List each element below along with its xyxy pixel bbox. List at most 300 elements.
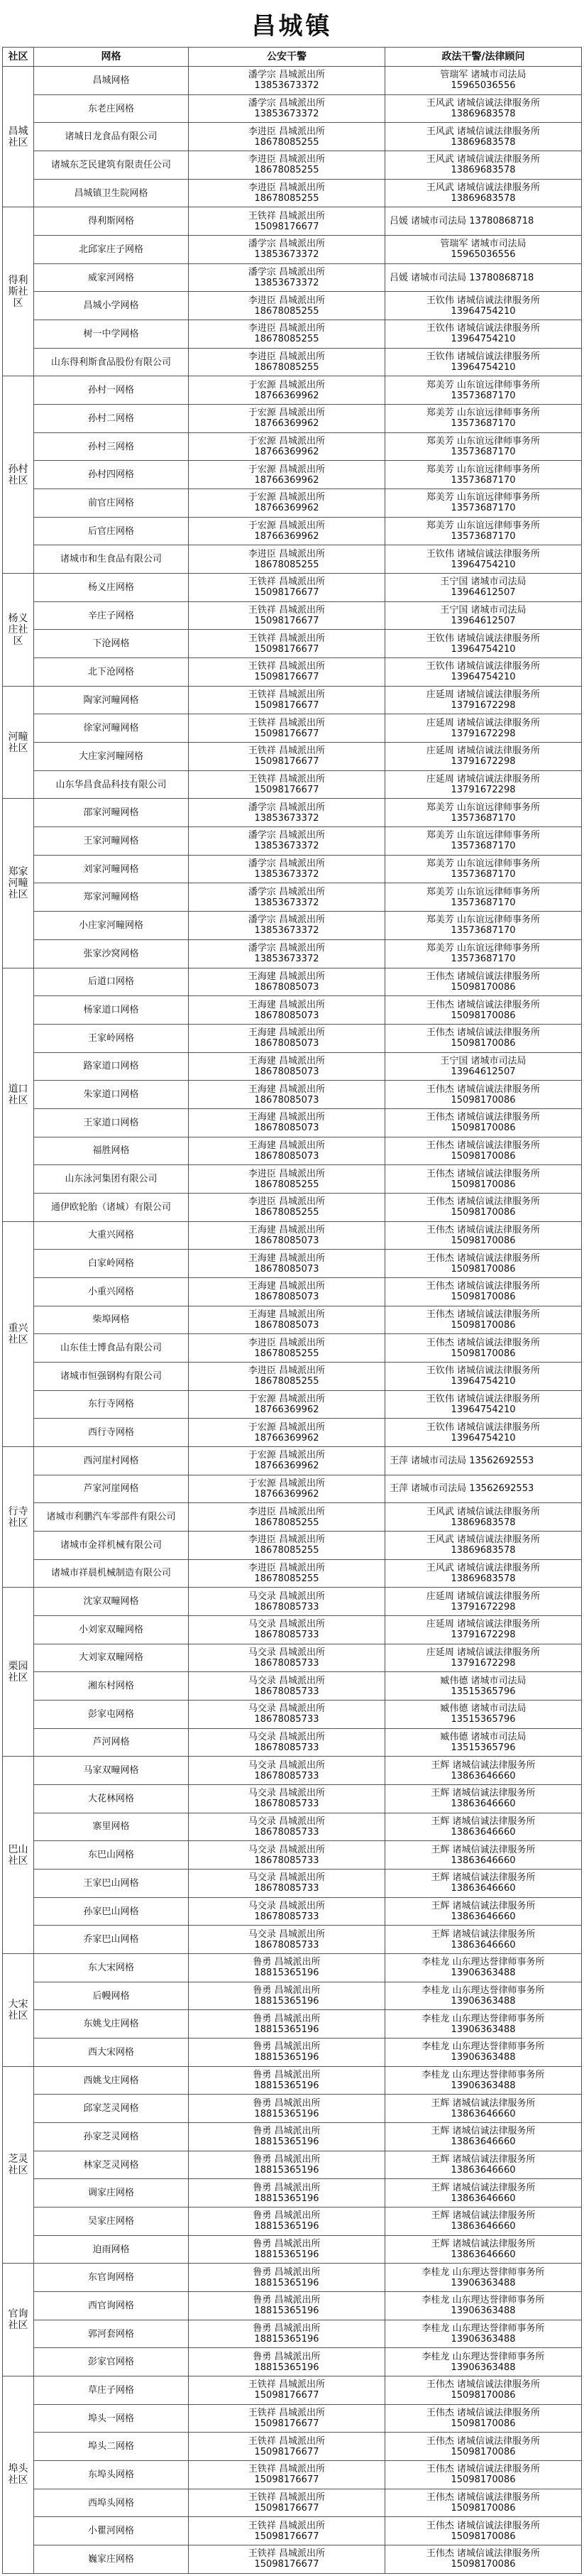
grid-name-cell: 西埠头网格	[34, 2489, 189, 2517]
police-officer-cell-line: 鲁勇 昌城派出所	[253, 2266, 321, 2278]
grid-name-cell: 大刘家双疃网格	[34, 1644, 189, 1672]
table-row	[3, 2095, 582, 2123]
grid-name-cell: 林家芝灵网格	[34, 2151, 189, 2179]
police-officer-cell-line: 王海建 昌城派出所	[248, 1252, 326, 1264]
grid-name-cell: 诸城东芝民建筑有限责任公司	[34, 151, 189, 180]
grid-name-cell: 小瞿河网格	[34, 2517, 189, 2545]
police-officer-cell	[189, 1137, 385, 1165]
table-row	[3, 968, 582, 996]
police-officer-cell-line: 于宏源 昌城派出所	[248, 520, 326, 532]
community-cell: 孙村社区	[3, 376, 34, 574]
legal-advisor-cell-line: 13964754210	[451, 672, 516, 683]
legal-advisor-cell	[385, 1672, 582, 1701]
legal-advisor-cell-line: 13863646660	[451, 1911, 516, 1922]
police-officer-cell-line: 18678085733	[254, 1601, 319, 1612]
legal-advisor-cell-line: 15098170086	[451, 1207, 516, 1218]
police-officer-cell-line: 18678085073	[254, 1292, 319, 1303]
police-officer-cell-line: 鲁勇 昌城派出所	[253, 2041, 321, 2053]
legal-advisor-cell	[385, 1250, 582, 1278]
legal-advisor-cell-line: 王伟杰 诸城信诚法律服务所	[426, 1168, 541, 1179]
grid-name-cell: 树一中学网格	[34, 320, 189, 349]
police-officer-cell-line: 王铁祥 昌城派出所	[248, 2548, 326, 2560]
legal-advisor-cell	[385, 827, 582, 856]
legal-advisor-cell	[385, 2545, 582, 2574]
police-officer-cell-line: 鲁勇 昌城派出所	[253, 1985, 321, 1997]
legal-advisor-cell-line: 李桂龙 山东理达誉律师事务所	[422, 2323, 545, 2335]
legal-advisor-cell-line: 13964754210	[451, 1376, 516, 1387]
police-officer-cell-line: 于宏源 昌城派出所	[248, 436, 326, 447]
grid-name-cell: 大花林网格	[34, 1784, 189, 1813]
legal-advisor-cell-line: 王风武 诸城信诚法律服务所	[426, 182, 541, 194]
police-officer-cell-line: 18678085255	[254, 334, 319, 345]
legal-advisor-cell-line: 王伟杰 诸城信诚法律服务所	[426, 1309, 541, 1320]
police-officer-cell-line: 于宏源 昌城派出所	[248, 464, 326, 475]
police-officer-cell-line: 王铁祥 昌城派出所	[248, 2464, 326, 2475]
legal-advisor-cell-line: 13869683578	[451, 1517, 516, 1528]
police-officer-cell-line: 18678085073	[254, 1235, 319, 1246]
police-officer-cell	[189, 2376, 385, 2405]
table-row	[3, 320, 582, 349]
legal-advisor-cell	[385, 1813, 582, 1841]
police-officer-cell-line: 李进臣 昌城派出所	[248, 548, 326, 560]
grid-name-cell: 大重兴网格	[34, 1221, 189, 1250]
police-officer-cell-line: 王铁祥 昌城派出所	[248, 2379, 326, 2391]
police-officer-cell-line: 18678085255	[254, 1207, 319, 1218]
police-officer-cell	[189, 2404, 385, 2433]
legal-advisor-cell-line: 13573687170	[451, 897, 516, 908]
police-officer-cell-line: 18678085733	[254, 1939, 319, 1950]
police-officer-cell-line: 15098176677	[254, 756, 319, 768]
legal-advisor-cell	[385, 151, 582, 180]
table-row	[3, 658, 582, 687]
legal-advisor-cell	[385, 1870, 582, 1898]
grid-name-cell: 孙家巴山网格	[34, 1897, 189, 1926]
legal-advisor-cell-line: 王宁国 诸城市司法局	[440, 577, 527, 588]
police-officer-cell	[189, 1193, 385, 1221]
table-row	[3, 94, 582, 123]
table-row	[3, 151, 582, 180]
legal-advisor-cell-line: 郑美芳 山东谊远律师事务所	[426, 858, 541, 870]
legal-advisor-cell	[385, 1306, 582, 1334]
police-officer-cell	[189, 2179, 385, 2207]
table-row	[3, 517, 582, 545]
legal-advisor-cell-line: 王风武 诸城信诚法律服务所	[426, 1506, 541, 1517]
police-officer-cell-line: 马交录 昌城派出所	[248, 1844, 326, 1855]
legal-advisor-cell-line: 王伟杰 诸城信诚法律服务所	[426, 1084, 541, 1095]
legal-advisor-cell	[385, 799, 582, 827]
grid-name-cell: 东行寺网格	[34, 1390, 189, 1419]
police-officer-cell-line: 鲁勇 昌城派出所	[253, 2239, 321, 2250]
police-officer-cell	[189, 2207, 385, 2236]
legal-advisor-cell	[385, 2123, 582, 2151]
legal-advisor-cell-line: 13964754210	[451, 305, 516, 317]
legal-advisor-cell-line: 15965036556	[451, 249, 516, 261]
table-row	[3, 1559, 582, 1588]
legal-advisor-cell-line: 王钦伟 诸城信诚法律服务所	[426, 351, 541, 363]
police-officer-cell	[189, 1559, 385, 1588]
table-row	[3, 714, 582, 743]
police-officer-cell-line: 鲁勇 昌城派出所	[253, 2126, 321, 2137]
grid-name-cell: 巍家庄网格	[34, 2545, 189, 2574]
legal-advisor-cell-line: 13869683578	[451, 193, 516, 204]
grid-name-cell: 前官庄网格	[34, 489, 189, 518]
police-officer-cell	[189, 1757, 385, 1785]
table-row	[3, 1446, 582, 1475]
police-officer-cell	[189, 1615, 385, 1644]
grid-name-cell: 杨义庄网格	[34, 574, 189, 602]
legal-advisor-cell-line: 13863646660	[451, 2136, 516, 2148]
legal-advisor-cell-line: 王伟杰 诸城信诚法律服务所	[426, 1281, 541, 1292]
police-officer-cell-line: 王铁祥 昌城派出所	[248, 689, 326, 701]
legal-advisor-cell-line: 13906363488	[451, 2362, 516, 2373]
community-cell: 大宋社区	[3, 1954, 34, 2067]
grid-name-cell: 福胜网格	[34, 1137, 189, 1165]
police-officer-cell-line: 15098176677	[254, 587, 319, 599]
police-officer-cell-line: 18678085255	[254, 1573, 319, 1584]
legal-advisor-cell	[385, 968, 582, 996]
police-officer-cell-line: 18815365196	[254, 2362, 319, 2373]
police-officer-cell	[189, 348, 385, 376]
police-officer-cell	[189, 1784, 385, 1813]
table-row	[3, 1982, 582, 2010]
police-officer-cell-line: 18815365196	[254, 2136, 319, 2148]
community-cell: 行寺社区	[3, 1446, 34, 1587]
table-row	[3, 1165, 582, 1194]
legal-advisor-cell	[385, 630, 582, 658]
legal-advisor-cell-line: 王伟杰 诸城信诚法律服务所	[426, 1112, 541, 1123]
police-officer-cell-line: 18766369962	[254, 1404, 319, 1415]
legal-advisor-cell	[385, 1165, 582, 1194]
police-officer-cell	[189, 1897, 385, 1926]
legal-advisor-cell	[385, 2151, 582, 2179]
legal-advisor-cell-line: 13863646660	[451, 2193, 516, 2204]
police-officer-cell-line: 18815365196	[254, 2108, 319, 2119]
legal-advisor-cell-line: 王伟杰 诸城信诚法律服务所	[426, 2492, 541, 2504]
legal-advisor-cell-line: 13791672298	[451, 756, 516, 768]
police-officer-cell-line: 李进臣 昌城派出所	[248, 295, 326, 306]
table-row	[3, 1926, 582, 1954]
table-row	[3, 2404, 582, 2433]
community-cell: 郑家河疃社区	[3, 799, 34, 968]
police-officer-cell	[189, 1644, 385, 1672]
police-officer-cell-line: 李进臣 昌城派出所	[248, 1196, 326, 1208]
police-officer-cell	[189, 630, 385, 658]
table-row	[3, 1615, 582, 1644]
police-officer-cell-line: 于宏源 昌城派出所	[248, 408, 326, 419]
grid-name-cell: 通伊欧轮胎（诸城）有限公司	[34, 1193, 189, 1221]
police-officer-cell-line: 潘学宗 昌城派出所	[248, 239, 326, 250]
legal-advisor-cell-line: 王伟杰 诸城信诚法律服务所	[426, 1224, 541, 1235]
police-officer-cell-line: 18678085255	[254, 1179, 319, 1190]
grid-name-cell: 陶家河疃网格	[34, 686, 189, 714]
police-officer-cell-line: 18678085255	[254, 362, 319, 373]
police-officer-cell-line: 王海建 昌城派出所	[248, 1055, 326, 1066]
police-officer-cell-line: 李进臣 昌城派出所	[248, 1365, 326, 1377]
legal-advisor-cell-line: 13964754210	[451, 334, 516, 345]
legal-advisor-cell-line: 13906363488	[451, 2334, 516, 2345]
police-officer-cell-line: 13853673372	[254, 80, 319, 92]
police-officer-cell-line: 马交录 昌城派出所	[248, 1590, 326, 1602]
police-officer-cell	[189, 405, 385, 433]
table-row	[3, 2151, 582, 2179]
police-officer-cell-line: 15098176677	[254, 2474, 319, 2486]
police-officer-cell	[189, 1982, 385, 2010]
police-officer-cell	[189, 1334, 385, 1363]
police-officer-cell-line: 18678085733	[254, 1630, 319, 1641]
legal-advisor-cell-line: 13863646660	[451, 1770, 516, 1781]
police-officer-cell	[189, 376, 385, 405]
legal-advisor-cell-line: 郑美芳 山东谊远律师事务所	[426, 464, 541, 475]
legal-advisor-cell-line: 王钦伟 诸城信诚法律服务所	[426, 1365, 541, 1377]
grid-name-cell: 诸城日龙食品有限公司	[34, 123, 189, 151]
legal-advisor-cell-line: 13863646660	[451, 1855, 516, 1866]
table-body	[3, 67, 582, 2574]
police-officer-cell-line: 15098176677	[254, 2418, 319, 2430]
police-officer-cell	[189, 799, 385, 827]
police-officer-cell-line: 鲁勇 昌城派出所	[253, 2210, 321, 2222]
legal-advisor-cell-line: 王辉 诸城信诚法律服务所	[431, 2154, 536, 2166]
police-officer-cell	[189, 1052, 385, 1081]
police-officer-cell-line: 马交录 昌城派出所	[248, 1759, 326, 1771]
legal-advisor-cell-line: 王伟杰 诸城信诚法律服务所	[426, 1196, 541, 1208]
police-officer-cell	[189, 545, 385, 574]
grid-name-cell: 大庄家河疃网格	[34, 743, 189, 771]
grid-name-cell: 山东华昌食品科技有限公司	[34, 770, 189, 799]
legal-advisor-cell	[385, 545, 582, 574]
legal-advisor-cell-line: 13863646660	[451, 2221, 516, 2232]
police-officer-cell	[189, 292, 385, 320]
police-officer-cell-line: 王铁祥 昌城派出所	[248, 633, 326, 644]
header-police: 公安干警	[189, 48, 385, 67]
grid-name-cell: 山东佳士博食品有限公司	[34, 1334, 189, 1363]
legal-advisor-cell	[385, 601, 582, 630]
police-officer-cell-line: 18678085073	[254, 1150, 319, 1162]
legal-advisor-cell-line: 王宁国 诸城市司法局	[440, 1055, 527, 1066]
legal-advisor-cell-line: 13791672298	[451, 1601, 516, 1612]
table-row	[3, 630, 582, 658]
grid-name-cell: 徐家河疃网格	[34, 714, 189, 743]
police-officer-cell	[189, 2320, 385, 2348]
grid-name-cell: 诸城市祥晨机械制造有限公司	[34, 1559, 189, 1588]
legal-advisor-cell-line: 15098170086	[451, 1150, 516, 1162]
police-officer-cell-line: 李进臣 昌城派出所	[248, 1337, 326, 1348]
legal-advisor-cell-line: 王伟杰 诸城信诚法律服务所	[426, 2435, 541, 2447]
table-row	[3, 1841, 582, 1870]
legal-advisor-cell-line: 13791672298	[451, 728, 516, 739]
legal-advisor-cell	[385, 658, 582, 687]
legal-advisor-cell-line: 王风武 诸城信诚法律服务所	[426, 126, 541, 137]
legal-advisor-cell-line: 13964612507	[451, 587, 516, 599]
police-officer-cell-line: 于宏源 昌城派出所	[248, 1421, 326, 1433]
legal-advisor-cell-line: 庄延周 诸城信诚法律服务所	[426, 774, 541, 785]
legal-advisor-cell-line: 15098170086	[451, 2390, 516, 2401]
table-row	[3, 996, 582, 1025]
police-officer-cell	[189, 996, 385, 1025]
legal-advisor-cell	[385, 432, 582, 461]
police-officer-cell	[189, 2010, 385, 2039]
grid-name-cell: 西行寺网格	[34, 1419, 189, 1447]
table-row	[3, 1024, 582, 1052]
police-officer-cell	[189, 827, 385, 856]
legal-advisor-cell-line: 管瑞军 诸城市司法局	[440, 239, 527, 250]
police-officer-cell	[189, 1728, 385, 1757]
legal-advisor-cell-line: 李桂龙 山东理达誉律师事务所	[422, 2013, 545, 2024]
legal-advisor-cell-line: 15098170086	[451, 981, 516, 993]
grid-name-cell: 东姚戈庄网格	[34, 2010, 189, 2039]
legal-advisor-cell-line: 13869683578	[451, 1545, 516, 1556]
grid-name-cell: 郑家河疃网格	[34, 883, 189, 912]
grid-name-cell: 调家庄网格	[34, 2179, 189, 2207]
table-row	[3, 545, 582, 574]
police-officer-cell-line: 王铁祥 昌城派出所	[248, 605, 326, 616]
legal-advisor-cell-line: 13869683578	[451, 109, 516, 119]
header-row	[3, 48, 582, 67]
legal-advisor-cell-line: 13964754210	[451, 559, 516, 570]
table-row	[3, 348, 582, 376]
police-officer-cell-line: 15098176677	[254, 2559, 319, 2570]
police-officer-cell-line: 李进臣 昌城派出所	[248, 1168, 326, 1179]
police-officer-cell	[189, 1221, 385, 1250]
police-officer-cell	[189, 1362, 385, 1390]
legal-advisor-cell-line: 13863646660	[451, 1799, 516, 1810]
police-officer-cell-line: 潘学宗 昌城派出所	[248, 70, 326, 81]
legal-advisor-cell	[385, 1897, 582, 1926]
grid-name-cell: 小重兴网格	[34, 1277, 189, 1306]
grid-name-cell: 昌城小学网格	[34, 292, 189, 320]
legal-advisor-cell-line: 庄延周 诸城信诚法律服务所	[426, 717, 541, 728]
police-officer-cell	[189, 1531, 385, 1559]
grid-name-cell: 北邱家庄子网格	[34, 236, 189, 264]
police-officer-cell-line: 潘学宗 昌城派出所	[248, 858, 326, 870]
table-row	[3, 601, 582, 630]
legal-advisor-cell-line: 王辉 诸城信诚法律服务所	[431, 2126, 536, 2137]
police-officer-cell	[189, 2151, 385, 2179]
table-row	[3, 2264, 582, 2292]
police-officer-cell	[189, 855, 385, 883]
grid-name-cell: 昌城网格	[34, 67, 189, 95]
legal-advisor-cell	[385, 1982, 582, 2010]
community-cell: 得利斯社区	[3, 207, 34, 376]
police-officer-cell-line: 13853673372	[254, 278, 319, 289]
police-officer-cell-line: 18678085255	[254, 136, 319, 148]
police-officer-cell	[189, 123, 385, 151]
legal-advisor-cell	[385, 2066, 582, 2095]
legal-advisor-cell-line: 13791672298	[451, 700, 516, 711]
police-officer-cell	[189, 2095, 385, 2123]
table-row	[3, 1108, 582, 1137]
legal-advisor-cell-line: 郑美芳 山东谊远律师事务所	[426, 802, 541, 813]
legal-advisor-cell-line: 15965036556	[451, 80, 516, 92]
police-officer-cell-line: 李进臣 昌城派出所	[248, 1562, 326, 1573]
legal-advisor-cell	[385, 1700, 582, 1728]
police-officer-cell	[189, 2517, 385, 2545]
legal-advisor-cell-line: 王辉 诸城信诚法律服务所	[431, 2182, 536, 2193]
legal-advisor-cell	[385, 1446, 582, 1475]
police-officer-cell-line: 18678085733	[254, 1911, 319, 1922]
legal-advisor-cell	[385, 405, 582, 433]
police-officer-cell-line: 13853673372	[254, 249, 319, 261]
legal-advisor-cell-line: 郑美芳 山东谊远律师事务所	[426, 379, 541, 391]
police-officer-cell-line: 18678085733	[254, 1855, 319, 1866]
police-officer-cell-line: 潘学宗 昌城派出所	[248, 830, 326, 841]
police-officer-cell-line: 18678085733	[254, 1657, 319, 1669]
police-officer-cell	[189, 2489, 385, 2517]
legal-advisor-cell	[385, 1784, 582, 1813]
legal-advisor-cell-line: 李桂龙 山东理达誉律师事务所	[422, 2070, 545, 2081]
police-officer-cell-line: 18815365196	[254, 2277, 319, 2288]
police-officer-cell-line: 18766369962	[254, 418, 319, 430]
legal-advisor-cell	[385, 2292, 582, 2320]
legal-advisor-cell-line: 王宁国 诸城市司法局	[440, 605, 527, 616]
legal-advisor-cell-line: 王辉 诸城信诚法律服务所	[431, 1844, 536, 1855]
grid-name-cell: 后幔网格	[34, 1982, 189, 2010]
police-officer-cell-line: 18815365196	[254, 2305, 319, 2317]
legal-advisor-cell-line: 13964754210	[451, 1432, 516, 1443]
legal-advisor-cell	[385, 461, 582, 489]
legal-advisor-cell-line: 郑美芳 山东谊远律师事务所	[426, 915, 541, 926]
legal-advisor-cell-line: 王伟杰 诸城信诚法律服务所	[426, 2520, 541, 2531]
police-officer-cell-line: 15098176677	[254, 643, 319, 655]
legal-advisor-cell	[385, 2348, 582, 2376]
legal-advisor-cell-line: 15098170086	[451, 1292, 516, 1303]
police-officer-cell-line: 15098176677	[254, 700, 319, 711]
table-row	[3, 1277, 582, 1306]
legal-advisor-cell	[385, 1362, 582, 1390]
table-row	[3, 2123, 582, 2151]
legal-advisor-cell-line: 13906363488	[451, 2052, 516, 2063]
legal-advisor-cell-line: 庄延周 诸城信诚法律服务所	[426, 1647, 541, 1658]
police-officer-cell	[189, 658, 385, 687]
legal-advisor-cell-line: 王辉 诸城信诚法律服务所	[431, 2097, 536, 2109]
police-officer-cell-line: 18766369962	[254, 1488, 319, 1500]
police-officer-cell-line: 18678085733	[254, 1770, 319, 1781]
police-officer-cell-line: 潘学宗 昌城派出所	[248, 915, 326, 926]
grid-name-cell: 东老庄网格	[34, 94, 189, 123]
police-officer-cell-line: 18678085733	[254, 1883, 319, 1894]
police-officer-cell-line: 鲁勇 昌城派出所	[253, 1957, 321, 1968]
police-officer-cell-line: 13853673372	[254, 869, 319, 880]
legal-advisor-cell-line: 13863646660	[451, 2249, 516, 2261]
police-officer-cell-line: 王铁祥 昌城派出所	[248, 746, 326, 757]
police-officer-cell-line: 王海建 昌城派出所	[248, 1084, 326, 1095]
police-officer-cell-line: 王铁祥 昌城派出所	[248, 210, 326, 222]
grid-name-cell: 威家河网格	[34, 263, 189, 292]
police-officer-cell	[189, 236, 385, 264]
police-officer-cell-line: 王海建 昌城派出所	[248, 999, 326, 1010]
grid-name-cell: 王家道口网格	[34, 1108, 189, 1137]
police-officer-cell-line: 王铁祥 昌城派出所	[248, 2520, 326, 2531]
legal-advisor-cell-line: 15098170086	[451, 2418, 516, 2430]
police-officer-cell-line: 13853673372	[254, 954, 319, 965]
legal-advisor-cell	[385, 179, 582, 207]
table-row	[3, 686, 582, 714]
table-row	[3, 939, 582, 968]
police-officer-cell	[189, 461, 385, 489]
table-row	[3, 770, 582, 799]
legal-advisor-cell-line: 15098170086	[451, 1010, 516, 1021]
legal-advisor-cell	[385, 1926, 582, 1954]
police-officer-cell	[189, 263, 385, 292]
legal-advisor-cell-line: 15098170086	[451, 1038, 516, 1049]
police-officer-cell-line: 鲁勇 昌城派出所	[253, 2351, 321, 2362]
police-officer-cell	[189, 968, 385, 996]
table-row	[3, 292, 582, 320]
table-row	[3, 1081, 582, 1109]
grid-name-cell: 埠头一网格	[34, 2404, 189, 2433]
police-officer-cell-line: 18815365196	[254, 2165, 319, 2176]
legal-advisor-cell	[385, 1334, 582, 1363]
police-officer-cell	[189, 2433, 385, 2461]
